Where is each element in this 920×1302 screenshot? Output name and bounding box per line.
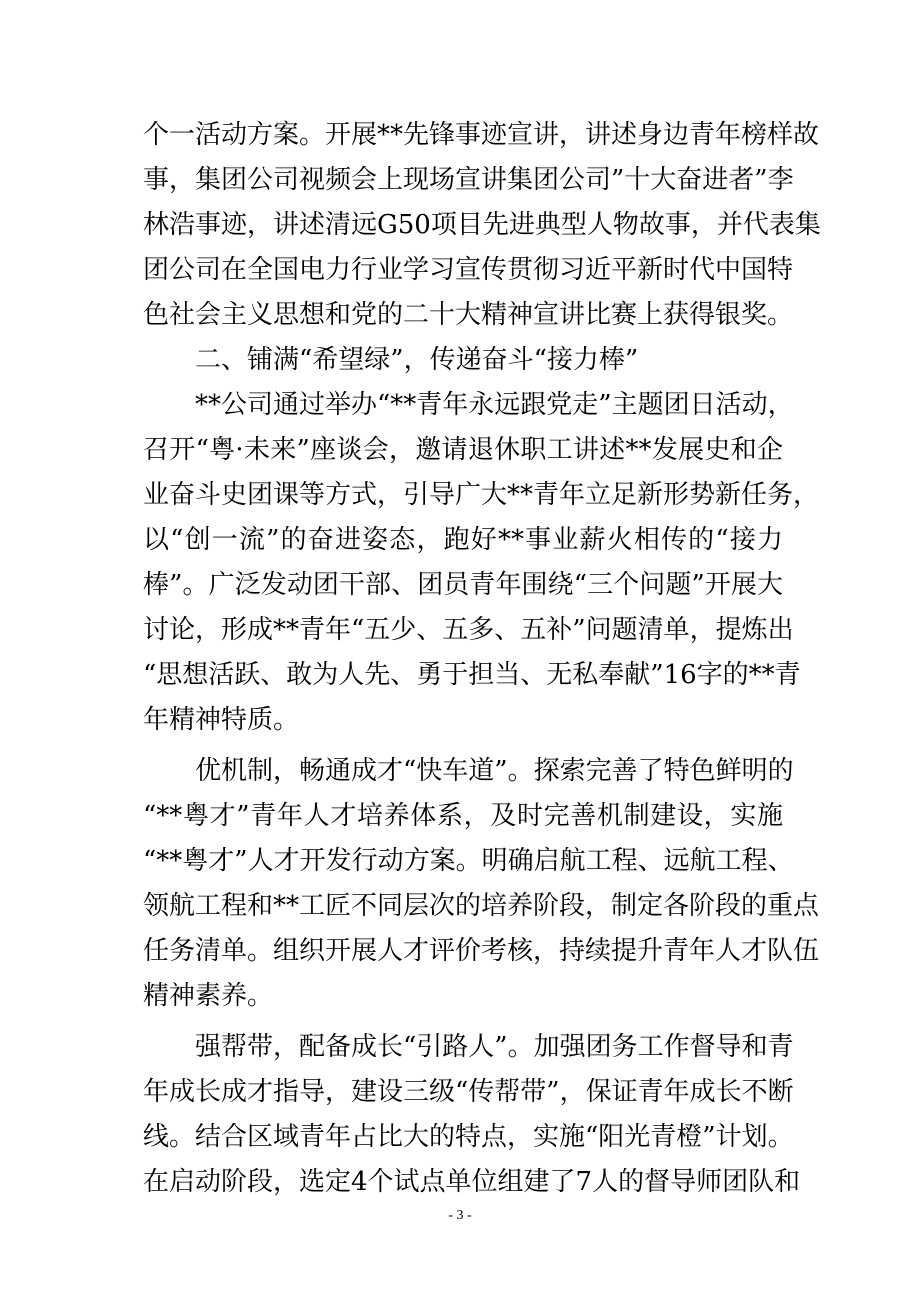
paragraph-line: **公司通过举办“**青年永远跟党走”主题团日活动， xyxy=(195,390,794,420)
paragraph-line: 强帮带，配备成长“引路人”。加强团务工作督导和青 xyxy=(195,1032,794,1062)
paragraph-line: “**粤才”青年人才培养体系，及时完善机制建设，实施 xyxy=(143,801,783,831)
section-heading: 二、铺满“希望绿”，传递奋斗“接力棒” xyxy=(195,345,639,375)
paragraph-line: 团公司在全国电力行业学习宣传贯彻习近平新时代中国特 xyxy=(143,255,794,285)
paragraph-line: 年精神特质。 xyxy=(143,705,300,735)
paragraph-line: 领航工程和**工匠不同层次的培养阶段，制定各阶段的重点 xyxy=(143,891,820,921)
paragraph-line: 林浩事迹，讲述清远G50项目先进典型人物故事，并代表集 xyxy=(143,210,821,240)
paragraph-line: “思想活跃、敢为人先、勇于担当、无私奉献”16字的**青 xyxy=(143,660,801,690)
paragraph-line: 年成长成才指导，建设三级“传帮带”，保证青年成长不断 xyxy=(143,1077,794,1107)
paragraph-line: 业奋斗史团课等方式，引导广大**青年立足新形势新任务， xyxy=(143,480,820,510)
paragraph-line: 优机制，畅通成才“快车道”。探索完善了特色鲜明的 xyxy=(195,756,794,786)
paragraph-line: 色社会主义思想和党的二十大精神宣讲比赛上获得银奖。 xyxy=(143,300,794,330)
paragraph-line: 讨论，形成**青年“五少、五多、五补”问题清单，提炼出 xyxy=(143,615,794,645)
paragraph-line: 个一活动方案。开展**先锋事迹宣讲，讲述身边青年榜样故 xyxy=(143,120,820,150)
paragraph-line: “**粤才”人才开发行动方案。明确启航工程、远航工程、 xyxy=(143,846,794,876)
paragraph-line: 在启动阶段，选定4个试点单位组建了7人的督导师团队和 xyxy=(143,1167,801,1197)
paragraph-line: 棒”。广泛发动团干部、团员青年围绕“三个问题”开展大 xyxy=(143,570,783,600)
paragraph-line: 以“创一流”的奋进姿态，跑好**事业薪火相传的“接力 xyxy=(143,525,783,555)
paragraph-line: 召开“粤·未来”座谈会，邀请退休职工讲述**发展史和企 xyxy=(143,435,783,465)
page-number: - 3 - xyxy=(448,1208,472,1223)
paragraph-line: 任务清单。组织开展人才评价考核，持续提升青年人才队伍 xyxy=(143,936,820,966)
paragraph-line: 事，集团公司视频会上现场宣讲集团公司”十大奋进者”李 xyxy=(143,165,794,195)
paragraph-line: 精神素养。 xyxy=(143,981,274,1011)
paragraph-line: 线。结合区域青年占比大的特点，实施“阳光青橙”计划。 xyxy=(143,1122,794,1152)
